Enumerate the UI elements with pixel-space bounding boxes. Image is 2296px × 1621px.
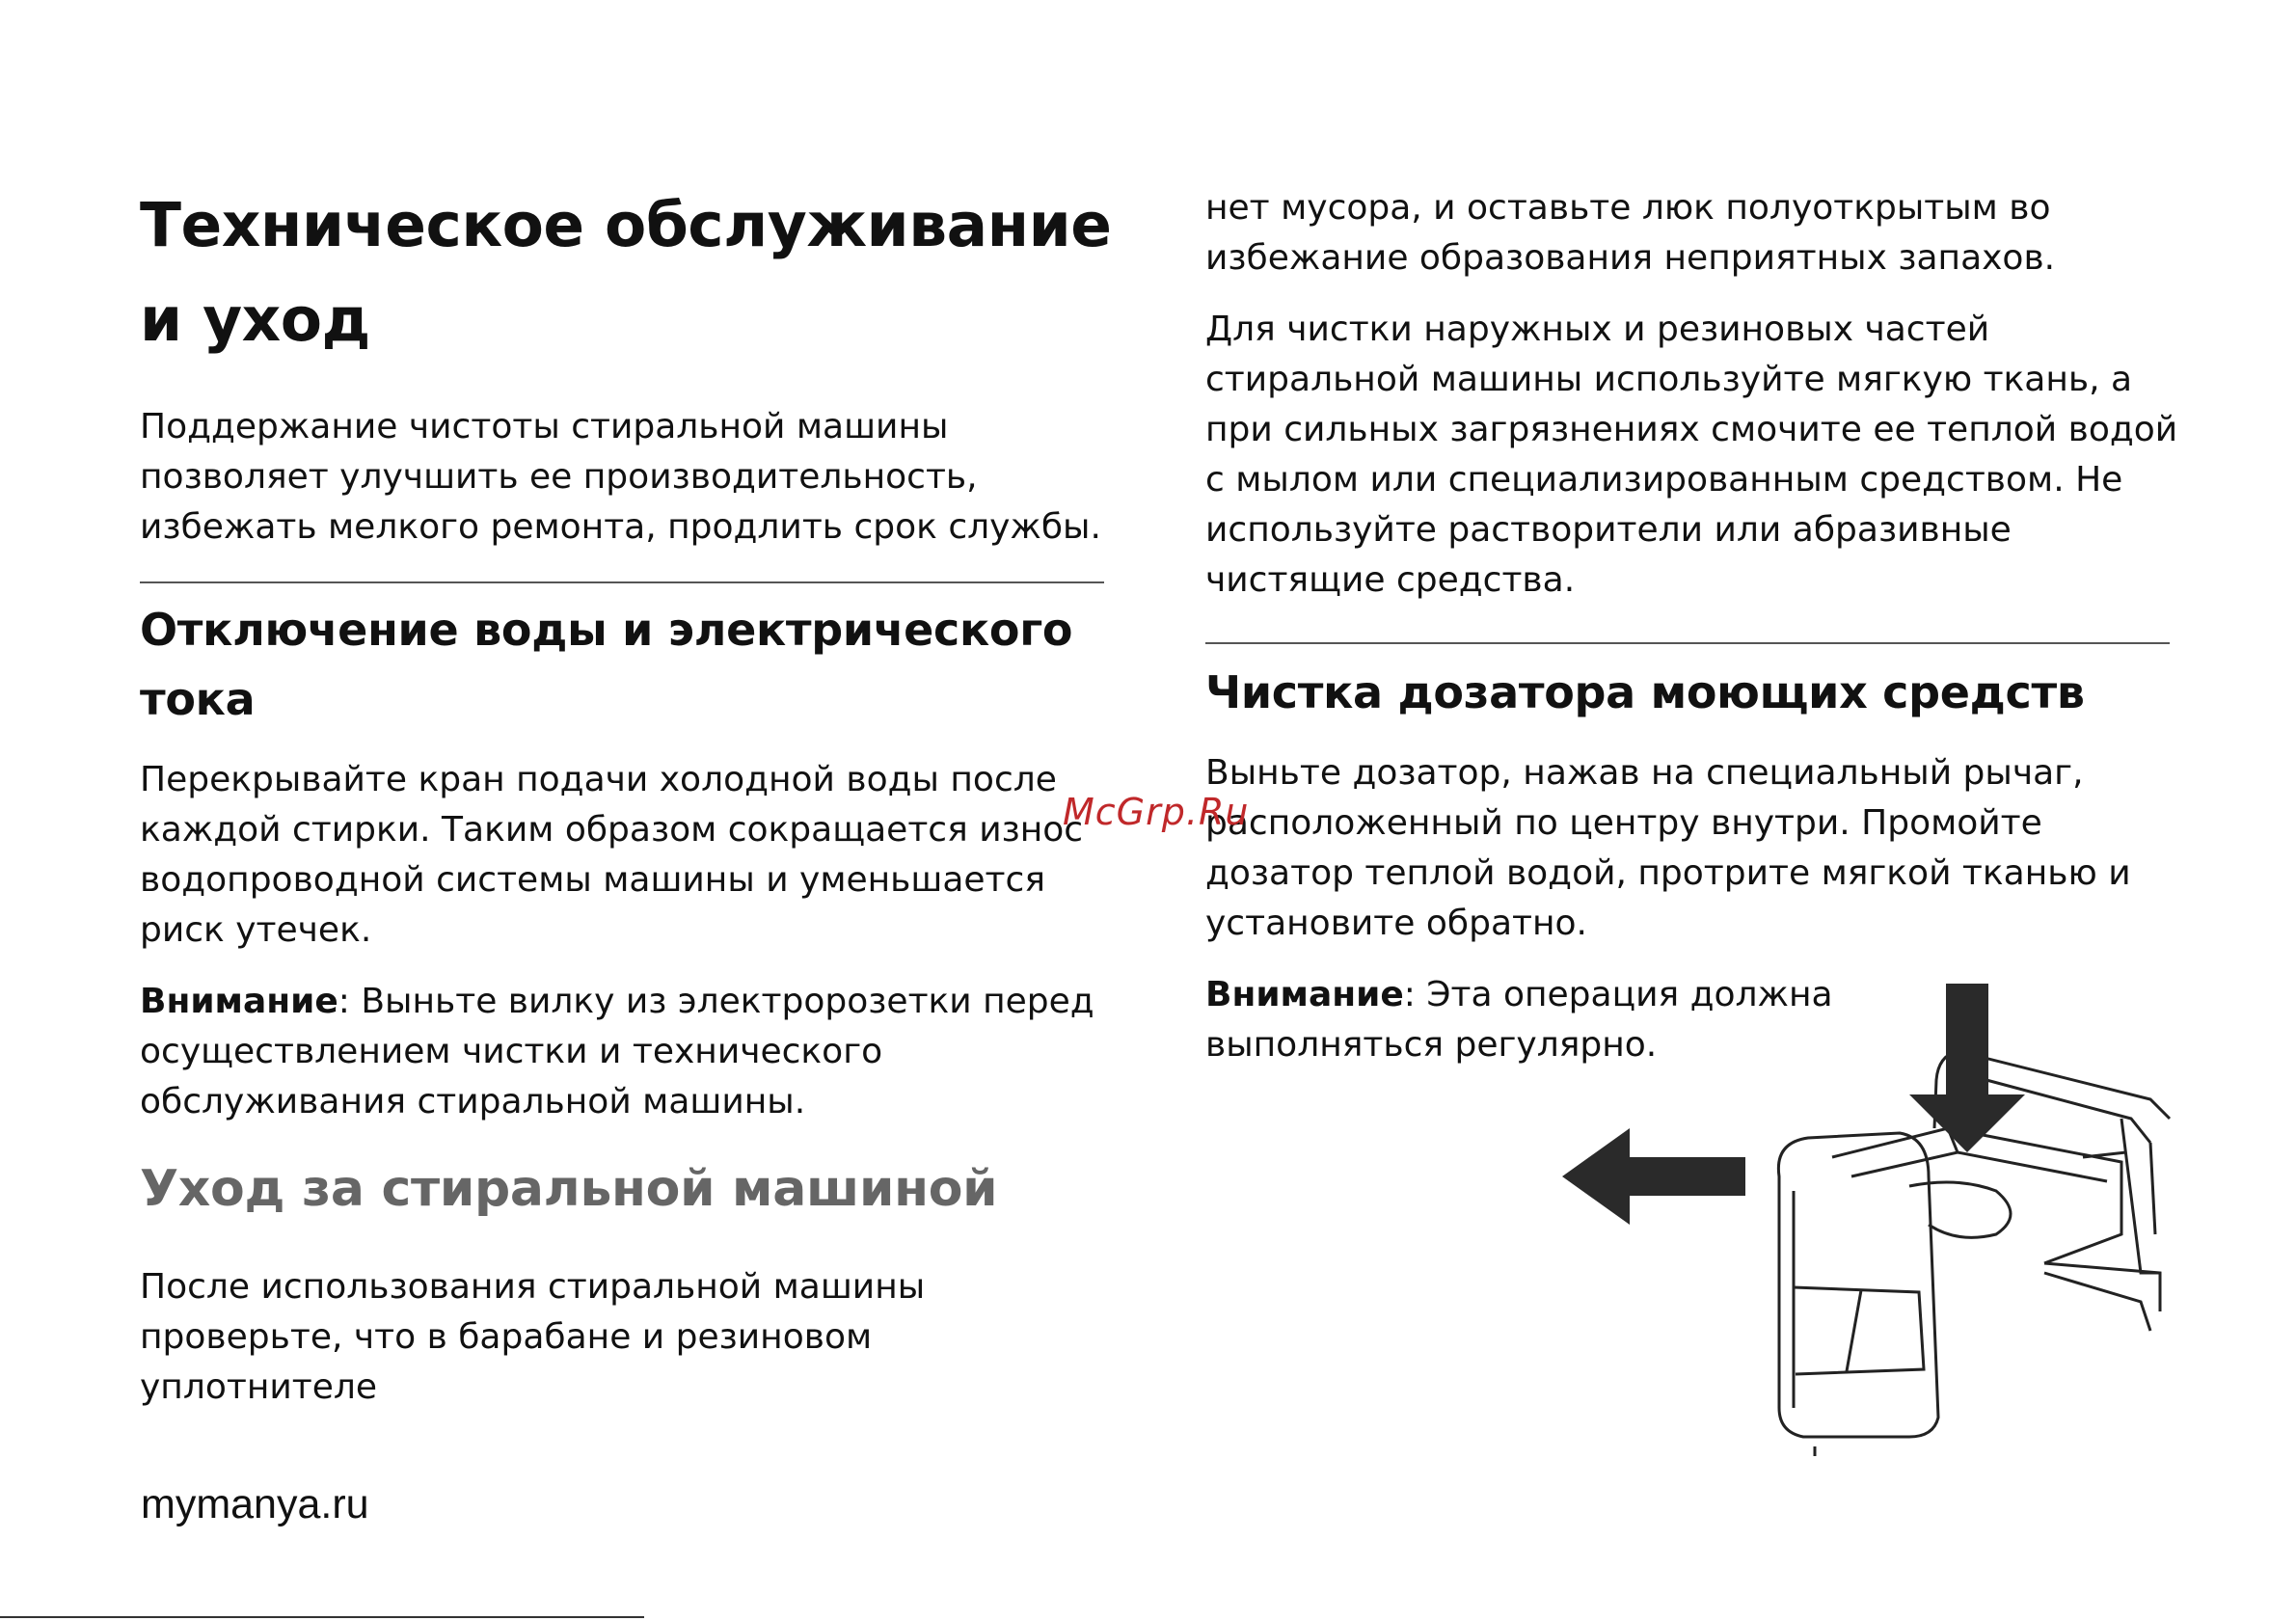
- page-title-line2: и уход: [140, 284, 370, 355]
- footer-site: mymanya.ru: [141, 1481, 369, 1527]
- watermark: McGrp.Ru: [1063, 791, 1250, 833]
- page-title-line1: Техническое обслуживание: [140, 190, 1112, 260]
- page-title: [140, 178, 1114, 367]
- continued-paragraph: нет мусора, и оставьте люк полуоткрытым во избежание образования неприятных запахов.: [1205, 188, 2056, 278]
- detergent-drawer-removal-illustration: [1543, 984, 2179, 1456]
- section-heading-dispenser: Чистка дозатора моющих средств: [1205, 666, 2085, 718]
- warning-text: : Выньте вилку из электророзетки перед осуществлением чистки и технического обслуживания стиральной машины.: [140, 982, 1094, 1121]
- bottom-divider: [0, 1616, 644, 1618]
- section-machine-care-text: После использования стиральной машины проверьте, что в барабане и резиновом уплотнителе: [140, 1267, 926, 1407]
- divider: [140, 581, 1104, 583]
- section-water-power-text: Перекрывайте кран подачи холодной воды после каждой стирки. Таким образом сокращается износ водопроводной системы машины и уменьшается риск утечек.: [140, 760, 1084, 950]
- section-heading-machine-care: Уход за стиральной машиной: [140, 1160, 998, 1218]
- warning-text: : Эта операция должна выполняться регулярно.: [1205, 975, 1833, 1065]
- intro-paragraph: Поддержание чистоты стиральной машины позволяет улучшить ее производительность, избежать мелкого ремонта, продлить срок службы.: [140, 407, 1101, 547]
- section-dispenser-text: Выньте дозатор, нажав на специальный рычаг, расположенный по центру внутри. Промойте дозатор теплой водой, протрите мягкой тканью и установите обратно.: [1205, 753, 2131, 943]
- cleaning-paragraph: Для чистки наружных и резиновых частей стиральной машины используйте мягкую ткань, а при сильных загрязнениях смочите ее теплой водой с мылом или специализированным средством. Не используйте растворители или абразивные чистящие средства.: [1205, 310, 2178, 600]
- section-heading-water-power: Отключение воды и электрического тока: [140, 604, 1073, 725]
- right-column: [1205, 183, 2179, 1092]
- left-column: [140, 178, 1114, 1434]
- down-arrow-icon: [1909, 984, 2025, 1152]
- warning-label: Внимание: [140, 982, 338, 1021]
- left-arrow-icon: [1562, 1128, 1745, 1225]
- warning-unplug: [140, 977, 1114, 1127]
- divider: [1205, 642, 2170, 644]
- warning-label: Внимание: [1205, 975, 1404, 1014]
